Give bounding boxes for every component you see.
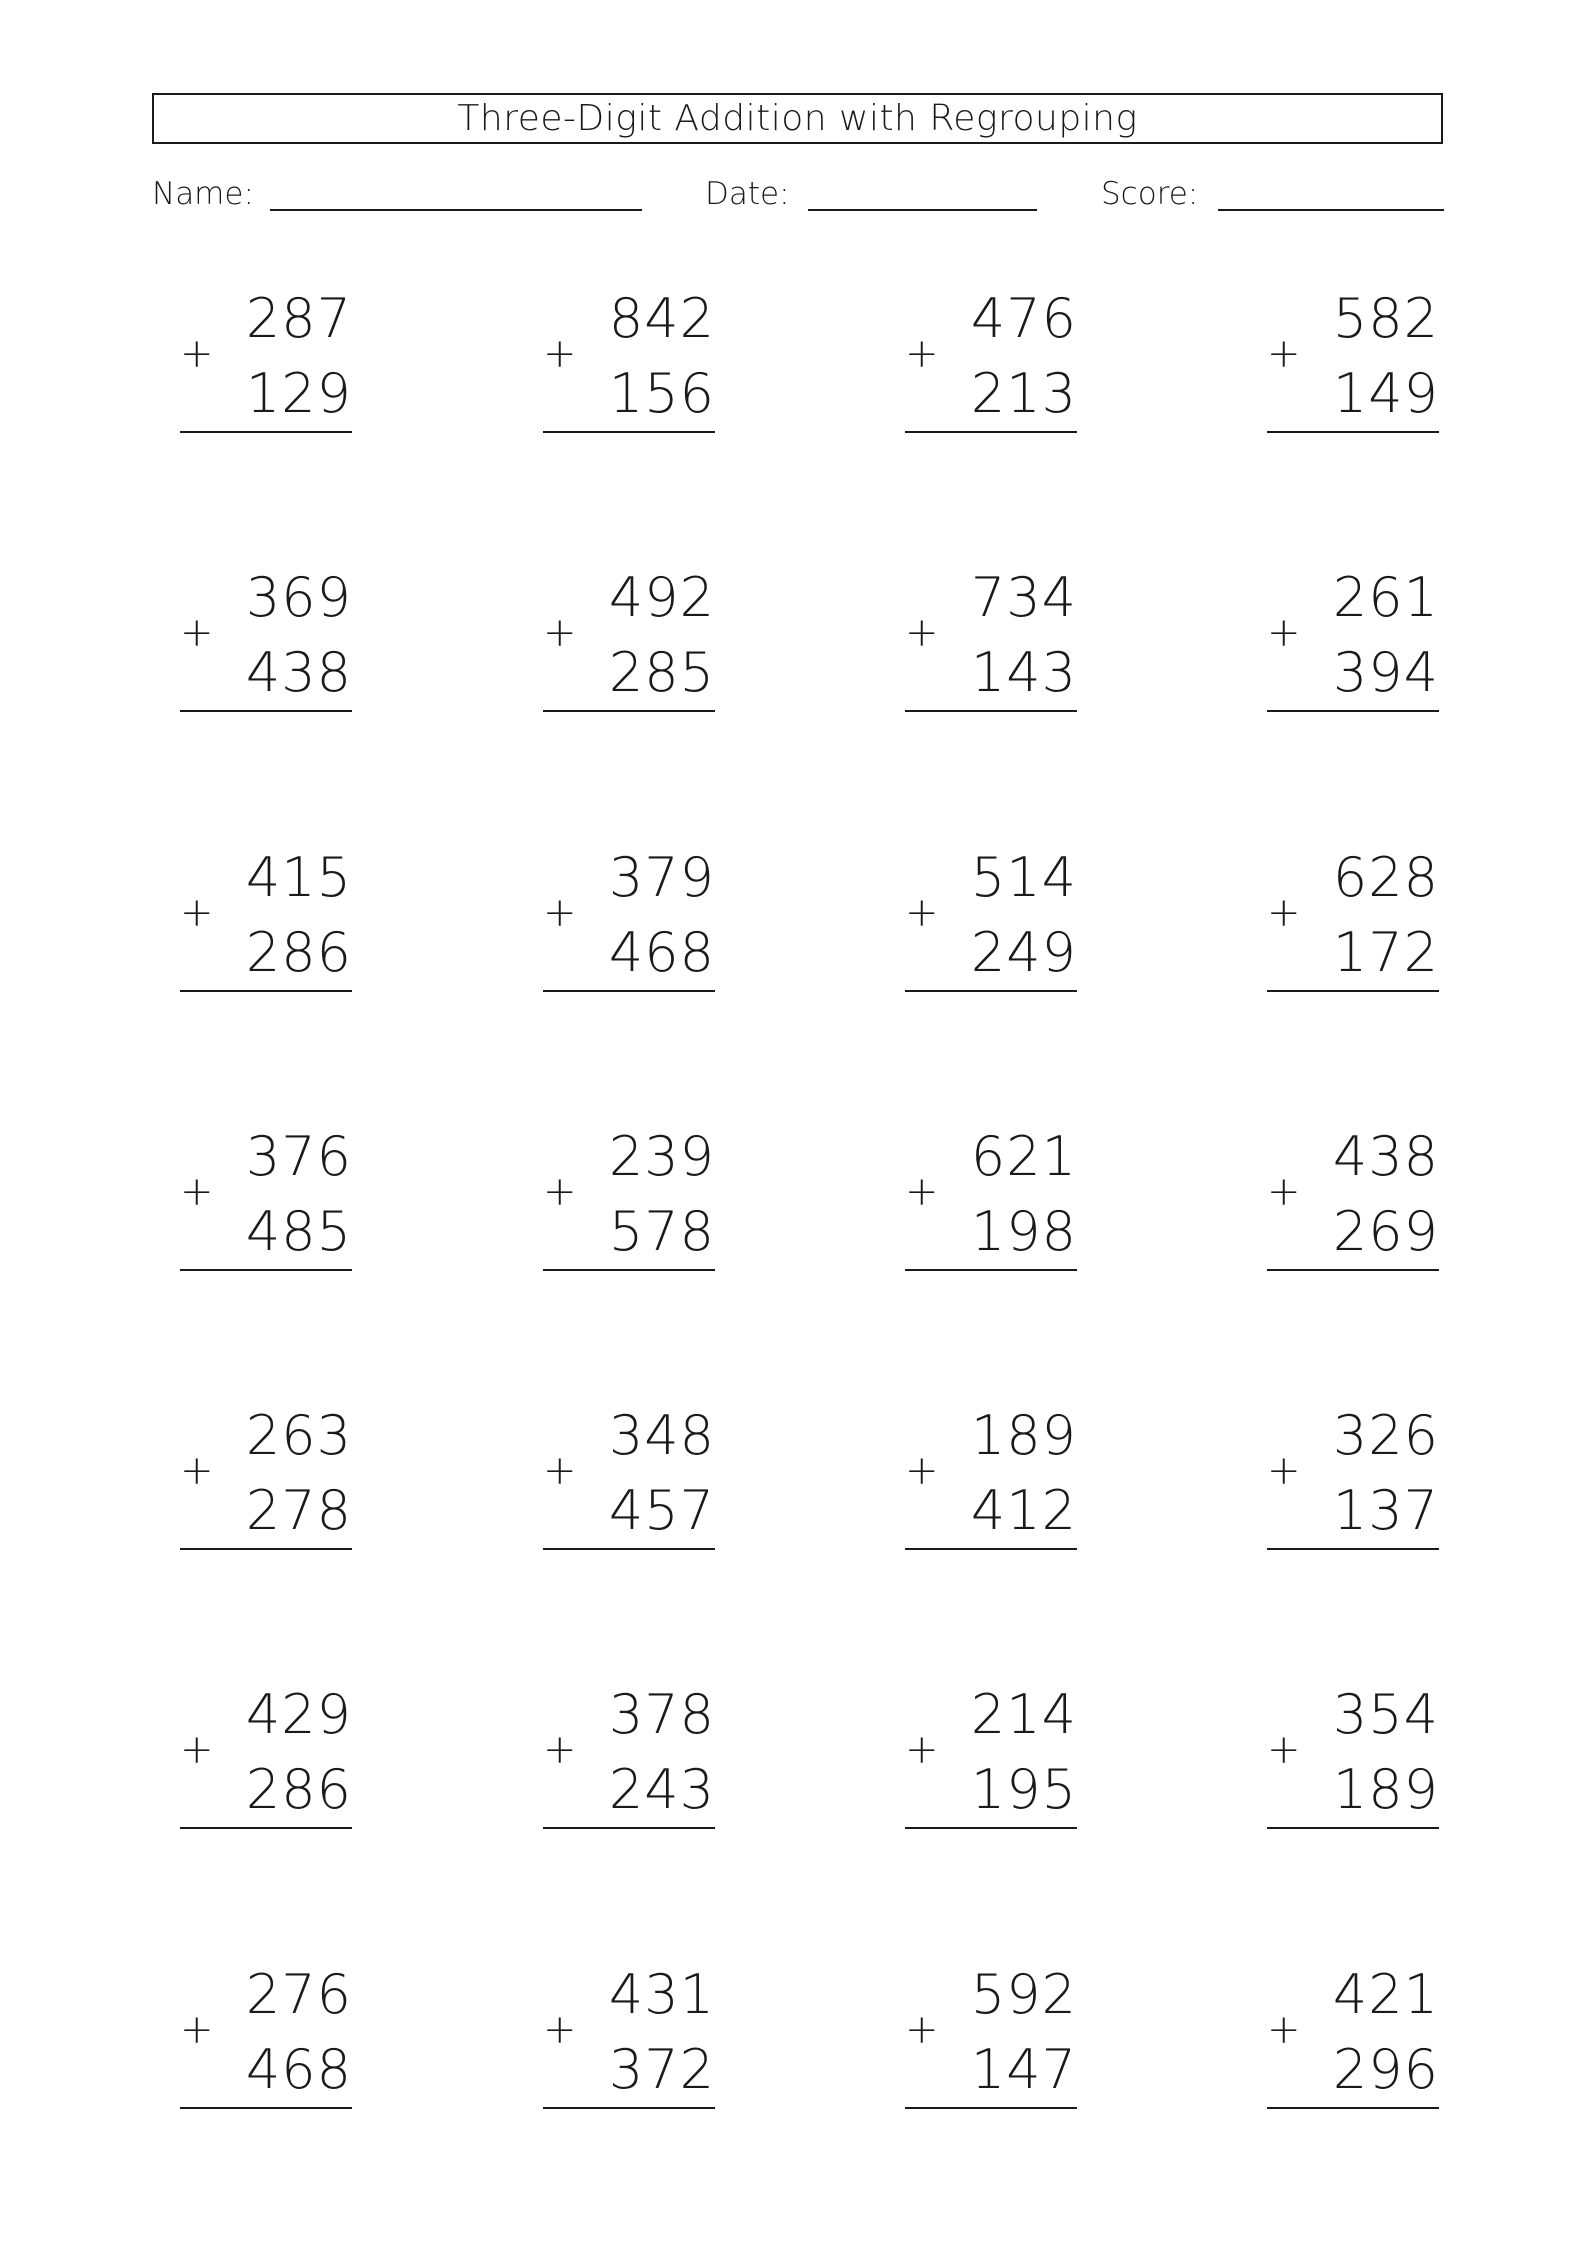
answer-line[interactable] <box>1267 1827 1439 1829</box>
addition-problem <box>1267 1685 1439 1835</box>
addition-problem <box>180 1685 352 1835</box>
addition-problem <box>180 1965 352 2115</box>
plus-sign: + <box>905 890 939 936</box>
addition-problem <box>1267 848 1439 998</box>
addition-problem <box>543 1127 715 1277</box>
answer-line[interactable] <box>180 710 352 712</box>
addition-problem <box>905 1685 1077 1835</box>
addend-top: 287 <box>245 287 352 350</box>
addend-bottom: 468 <box>245 2038 352 2101</box>
addend-bottom: 243 <box>608 1758 715 1821</box>
addend-top: 261 <box>1332 566 1439 629</box>
addend-top: 189 <box>970 1404 1077 1467</box>
plus-sign: + <box>1267 610 1301 656</box>
worksheet-title: Three-Digit Addition with Regrouping <box>152 93 1443 144</box>
addition-problem <box>543 1406 715 1556</box>
addend-top: 369 <box>245 566 352 629</box>
addend-bottom: 286 <box>245 921 352 984</box>
plus-sign: + <box>1267 1727 1301 1773</box>
answer-line[interactable] <box>905 2107 1077 2109</box>
addend-top: 514 <box>970 846 1077 909</box>
addend-top: 438 <box>1332 1125 1439 1188</box>
addend-top: 621 <box>970 1125 1077 1188</box>
addend-top: 354 <box>1332 1683 1439 1746</box>
addend-top: 348 <box>608 1404 715 1467</box>
addend-top: 376 <box>245 1125 352 1188</box>
addend-top: 734 <box>970 566 1077 629</box>
plus-sign: + <box>180 890 214 936</box>
answer-line[interactable] <box>543 431 715 433</box>
addend-bottom: 485 <box>245 1200 352 1263</box>
addition-problem <box>543 289 715 439</box>
addend-bottom: 285 <box>608 641 715 704</box>
addition-problem <box>905 568 1077 718</box>
answer-line[interactable] <box>1267 1269 1439 1271</box>
addend-top: 431 <box>608 1963 715 2026</box>
addend-top: 429 <box>245 1683 352 1746</box>
date-label: Date: <box>705 176 790 212</box>
addition-problem <box>543 1685 715 1835</box>
plus-sign: + <box>905 610 939 656</box>
answer-line[interactable] <box>905 1548 1077 1550</box>
addition-problem <box>543 1965 715 2115</box>
addend-top: 476 <box>970 287 1077 350</box>
answer-line[interactable] <box>1267 431 1439 433</box>
answer-line[interactable] <box>180 990 352 992</box>
addend-top: 276 <box>245 1963 352 2026</box>
addend-bottom: 412 <box>970 1479 1077 1542</box>
plus-sign: + <box>543 1448 577 1494</box>
plus-sign: + <box>180 1169 214 1215</box>
addition-problem <box>180 848 352 998</box>
addition-problem <box>180 568 352 718</box>
addend-top: 326 <box>1332 1404 1439 1467</box>
answer-line[interactable] <box>1267 1548 1439 1550</box>
addition-problem <box>905 289 1077 439</box>
answer-line[interactable] <box>543 710 715 712</box>
plus-sign: + <box>905 2007 939 2053</box>
answer-line[interactable] <box>905 1827 1077 1829</box>
addend-bottom: 269 <box>1332 1200 1439 1263</box>
plus-sign: + <box>905 1727 939 1773</box>
addend-bottom: 156 <box>608 362 715 425</box>
addend-top: 582 <box>1332 287 1439 350</box>
answer-line[interactable] <box>180 1269 352 1271</box>
plus-sign: + <box>905 1448 939 1494</box>
plus-sign: + <box>1267 1169 1301 1215</box>
addition-problem <box>905 1965 1077 2115</box>
addition-problem <box>905 1127 1077 1277</box>
addend-bottom: 198 <box>970 1200 1077 1263</box>
addend-bottom: 213 <box>970 362 1077 425</box>
addition-problem <box>1267 568 1439 718</box>
plus-sign: + <box>1267 1448 1301 1494</box>
answer-line[interactable] <box>905 710 1077 712</box>
addend-top: 842 <box>608 287 715 350</box>
plus-sign: + <box>543 1169 577 1215</box>
addend-bottom: 172 <box>1332 921 1439 984</box>
plus-sign: + <box>180 331 214 377</box>
plus-sign: + <box>180 1448 214 1494</box>
addition-problem <box>543 568 715 718</box>
plus-sign: + <box>1267 331 1301 377</box>
name-label: Name: <box>152 176 254 212</box>
answer-line[interactable] <box>905 1269 1077 1271</box>
plus-sign: + <box>180 610 214 656</box>
addend-bottom: 147 <box>970 2038 1077 2101</box>
addend-bottom: 249 <box>970 921 1077 984</box>
addition-problem <box>543 848 715 998</box>
plus-sign: + <box>905 331 939 377</box>
addend-bottom: 394 <box>1332 641 1439 704</box>
addition-problem <box>1267 1127 1439 1277</box>
addend-top: 239 <box>608 1125 715 1188</box>
addend-bottom: 438 <box>245 641 352 704</box>
addend-top: 378 <box>608 1683 715 1746</box>
answer-line[interactable] <box>543 1269 715 1271</box>
addend-top: 415 <box>245 846 352 909</box>
answer-line[interactable] <box>543 1548 715 1550</box>
answer-line[interactable] <box>1267 710 1439 712</box>
addition-problem <box>180 1406 352 1556</box>
addend-bottom: 286 <box>245 1758 352 1821</box>
addend-bottom: 189 <box>1332 1758 1439 1821</box>
addend-bottom: 296 <box>1332 2038 1439 2101</box>
addend-top: 214 <box>970 1683 1077 1746</box>
addition-problem <box>905 1406 1077 1556</box>
addend-top: 592 <box>970 1963 1077 2026</box>
answer-line[interactable] <box>905 990 1077 992</box>
answer-line[interactable] <box>1267 2107 1439 2109</box>
plus-sign: + <box>180 1727 214 1773</box>
plus-sign: + <box>543 2007 577 2053</box>
plus-sign: + <box>1267 2007 1301 2053</box>
addend-top: 379 <box>608 846 715 909</box>
addend-bottom: 137 <box>1332 1479 1439 1542</box>
addend-top: 263 <box>245 1404 352 1467</box>
plus-sign: + <box>180 2007 214 2053</box>
addend-bottom: 129 <box>245 362 352 425</box>
addend-bottom: 149 <box>1332 362 1439 425</box>
answer-line[interactable] <box>180 1548 352 1550</box>
addend-bottom: 457 <box>608 1479 715 1542</box>
addend-bottom: 372 <box>608 2038 715 2101</box>
answer-line[interactable] <box>543 2107 715 2109</box>
addend-bottom: 578 <box>608 1200 715 1263</box>
addend-bottom: 278 <box>245 1479 352 1542</box>
plus-sign: + <box>905 1169 939 1215</box>
addend-top: 628 <box>1332 846 1439 909</box>
plus-sign: + <box>543 610 577 656</box>
addition-problem <box>180 1127 352 1277</box>
addition-problem <box>1267 1965 1439 2115</box>
addend-bottom: 195 <box>970 1758 1077 1821</box>
addition-problem <box>180 289 352 439</box>
plus-sign: + <box>543 890 577 936</box>
answer-line[interactable] <box>543 990 715 992</box>
plus-sign: + <box>543 331 577 377</box>
addend-bottom: 143 <box>970 641 1077 704</box>
addition-problem <box>905 848 1077 998</box>
answer-line[interactable] <box>905 431 1077 433</box>
answer-line[interactable] <box>180 2107 352 2109</box>
answer-line[interactable] <box>1267 990 1439 992</box>
answer-line[interactable] <box>180 431 352 433</box>
addend-top: 492 <box>608 566 715 629</box>
score-label: Score: <box>1101 176 1199 212</box>
answer-line[interactable] <box>543 1827 715 1829</box>
addend-bottom: 468 <box>608 921 715 984</box>
answer-line[interactable] <box>180 1827 352 1829</box>
addend-top: 421 <box>1332 1963 1439 2026</box>
addition-problem <box>1267 1406 1439 1556</box>
plus-sign: + <box>1267 890 1301 936</box>
addition-problem <box>1267 289 1439 439</box>
plus-sign: + <box>543 1727 577 1773</box>
